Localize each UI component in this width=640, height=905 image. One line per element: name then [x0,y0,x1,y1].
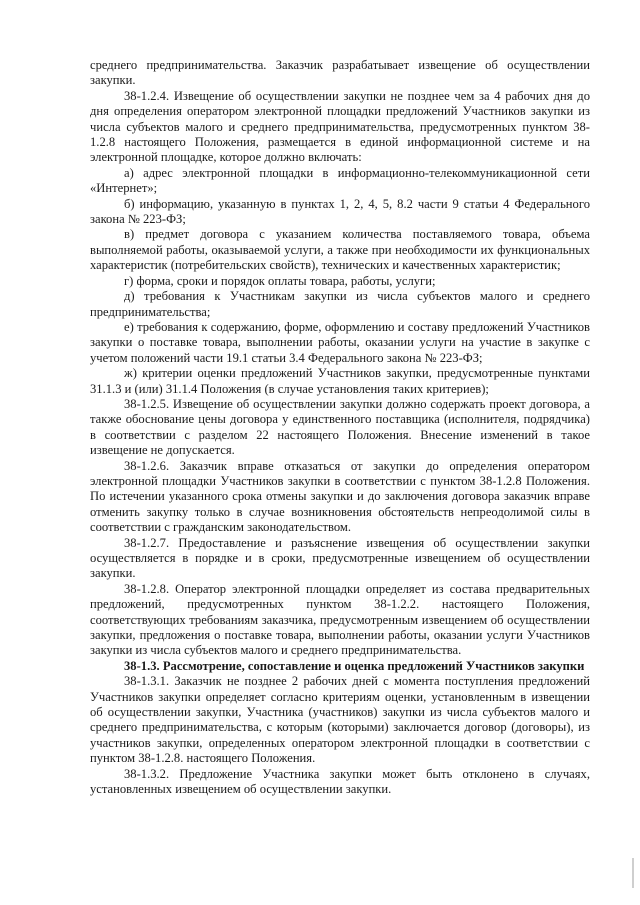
paragraph-38-1-2-8: 38-1.2.8. Оператор электронной площадки определяет из состава предварительных предложений, предусмотренных пунктом 38-1.2.2. настоящего Положения, соответствующих требованиям заказчика, предусмотренным извещением об осуществлении закупки, предложения о поставке товара, выполнении работы, оказании услуги Участников закупки из числа субъектов малого и среднего предпринимательства. [90,581,590,658]
list-item-v: в) предмет договора с указанием количества поставляемого товара, объема выполняемой работы, оказываемой услуги, а также при необходимости их функциональных характеристик (потребительских свойств), технических и качественных характеристик; [90,227,590,273]
list-item-b: б) информацию, указанную в пунктах 1, 2, 4, 5, 8.2 части 9 статьи 4 Федерального закона № 223-ФЗ; [90,196,590,227]
list-item-g: г) форма, сроки и порядок оплаты товара, работы, услуги; [124,273,436,288]
paragraph-38-1-3-1: 38-1.3.1. Заказчик не позднее 2 рабочих дней с момента поступления предложений Участников закупки определяет согласно критериям оценки, установленным в извещении об осуществлении закупки, Участника (участников) закупки из числа субъектов малого и среднего предпринимательства, с которым (которыми) заключается договор (договоры), из участников закупки, определенных оператором электронной площадки в соответствии с пунктом 38-1.2.8. настоящего Положения. [90,674,590,766]
section-heading-38-1-3: 38-1.3. Рассмотрение, сопоставление и оценка предложений Участников закупки [124,658,585,673]
list-item-a: а) адрес электронной площадки в информационно-телекоммуникационной сети «Интернет»; [90,165,590,196]
paragraph-38-1-2-4: 38-1.2.4. Извещение об осуществлении закупки не позднее чем за 4 рабочих дня до дня определения оператором электронной площадки предложений Участников закупки из числа субъектов малого и среднего предпринимательства, предусмотренных пунктом 38-1.2.8 настоящего Положения, размещается в единой информационной системе и на электронной площадке, которое должно включать: [90,88,590,165]
scan-edge-mark [632,858,634,888]
list-item-zh: ж) критерии оценки предложений Участников закупки, предусмотренные пунктами 31.1.3 и (или) 31.1.4 Положения (в случае установления таких критериев); [90,366,590,396]
list-item-d: д) требования к Участникам закупки из числа субъектов малого и среднего предпринимательства; [90,289,590,319]
document-page [90,58,590,798]
paragraph-38-1-2-7: 38-1.2.7. Предоставление и разъяснение извещения об осуществлении закупки осуществляется в порядке и в сроки, предусмотренные извещением об осуществлении закупки. [90,535,590,581]
list-item-e: е) требования к содержанию, форме, оформлению и составу предложений Участников закупки о поставке товара, выполнении работы, оказании услуги на участие в закупке с учетом положений части 19.1 статьи 3.4 Федерального закона № 223-ФЗ; [90,319,590,365]
paragraph-38-1-3-2: 38-1.3.2. Предложение Участника закупки может быть отклонено в случаях, установленных извещением об осуществлении закупки. [90,766,590,797]
paragraph-38-1-2-5: 38-1.2.5. Извещение об осуществлении закупки должно содержать проект договора, а также обоснование цены договора у единственного поставщика (исполнителя, подрядчика) в соответствии с разделом 22 настоящего Положения. Внесение изменений в такое извещение не допускается. [90,396,590,458]
paragraph-38-1-2-6: 38-1.2.6. Заказчик вправе отказаться от закупки до определения оператором электронной площадки Участников закупки в соответствии с пунктом 38-1.2.8 Положения. По истечении указанного срока отмены закупки и до заключения договора заказчик вправе отменить закупку только в случае возникновения обстоятельств непреодолимой силы в соответствии с гражданским законодательством. [90,458,590,535]
paragraph-continuation: среднего предпринимательства. Заказчик разрабатывает извещение об осуществлении закупки. [90,58,590,88]
